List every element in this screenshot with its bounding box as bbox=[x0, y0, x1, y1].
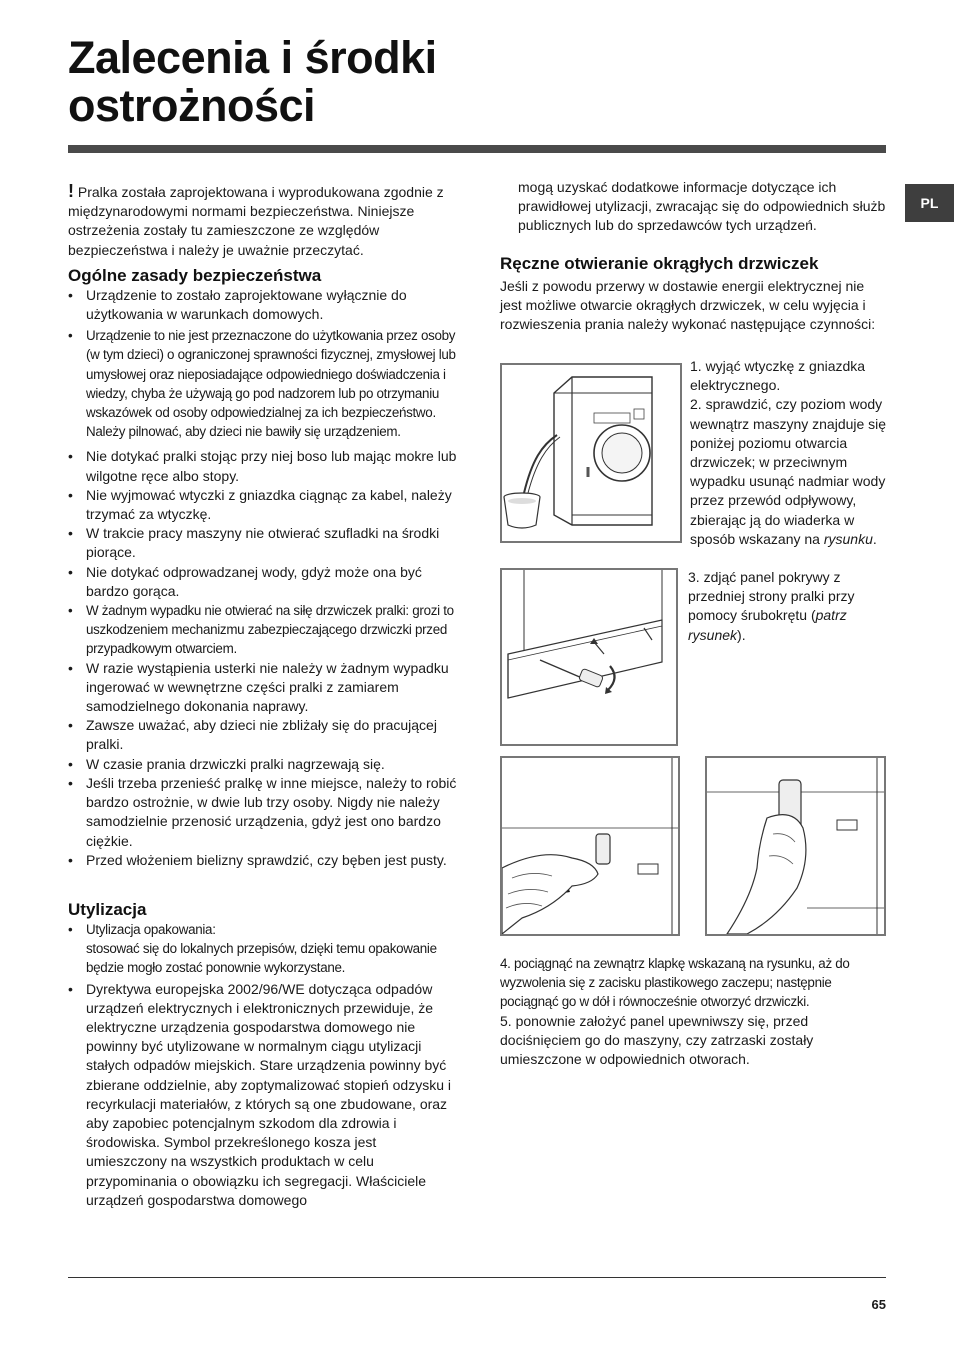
page-title bbox=[68, 34, 437, 130]
figure-remove-panel bbox=[500, 568, 678, 746]
figure-pull-latch bbox=[500, 756, 680, 936]
right-column bbox=[500, 178, 886, 334]
disposal-heading: Utylizacja bbox=[68, 899, 147, 919]
disposal-continuation: mogą uzyskać dodatkowe informacje dotyczące ich prawidłowej utylizacji, zwracając się do odpowiednich służb publicznych lub do sprzedawców tych urządzeń. bbox=[518, 179, 886, 234]
list-item bbox=[68, 920, 458, 978]
latch-detail-illustration bbox=[707, 758, 884, 934]
disposal-list bbox=[68, 920, 458, 1210]
steps-1-2 bbox=[690, 357, 888, 549]
step-5: 5. ponownie założyć panel upewniwszy się, przed dociśnięciem go do maszyny, czy zatrzaski zostały umieszczone w odpowiednich otworach. bbox=[500, 1012, 814, 1068]
list-item: • W trakcie pracy maszyny nie otwierać szufladki na środki piorące. bbox=[68, 524, 458, 562]
footer-rule bbox=[68, 1277, 886, 1278]
language-tab: PL bbox=[905, 184, 954, 222]
step-3: 3. zdjąć panel pokrywy z przedniej strony pralki przy pomocy śrubokrętu (patrz rysunek). bbox=[688, 569, 855, 643]
packaging-text: stosować się do lokalnych przepisów, dzięki temu opakowanie będzie mogło zostać ponownie wykorzystane. bbox=[86, 941, 437, 976]
pull-latch-illustration bbox=[502, 758, 678, 934]
step-1: 1. wyjąć wtyczkę z gniazdka elektrycznego. bbox=[690, 358, 866, 394]
washing-machine-drain-illustration bbox=[502, 365, 680, 541]
intro-paragraph bbox=[68, 182, 458, 260]
title-rule bbox=[68, 145, 886, 153]
left-column bbox=[68, 182, 458, 1210]
steps-4-5 bbox=[500, 954, 888, 1069]
list-item: • Nie wyjmować wtyczki z gniazdka ciągnąc za kabel, należy trzymać za wtyczkę. bbox=[68, 486, 458, 524]
list-item: • Jeśli trzeba przenieść pralkę w inne miejsce, należy to robić bardzo ostrożnie, w dwie lub trzy osoby. Nigdy nie należy samodzielnie przenosić urządzenia, gdyż jest ono bardzo ciężkie. bbox=[68, 774, 458, 851]
list-item: • W żadnym wypadku nie otwierać na siłę drzwiczek pralki: grozi to uszkodzeniem mechanizmu zabezpieczającego drzwiczki przed przypadkowym otwarciem. bbox=[68, 601, 458, 659]
list-item: • W razie wystąpienia usterki nie należy w żadnym wypadku ingerować w wewnętrzne części pralki z zamiarem samodzielnego dokonania naprawy. bbox=[68, 659, 458, 717]
figure-drain-water bbox=[500, 363, 682, 543]
warning-mark: ! bbox=[68, 181, 74, 201]
title-line-2: ostrożności bbox=[68, 80, 316, 131]
list-item: • Nie dotykać odprowadzanej wody, gdyż może ona być bardzo gorąca. bbox=[68, 563, 458, 601]
general-list-a bbox=[68, 286, 458, 442]
general-list-b bbox=[68, 447, 458, 869]
step-2: 2. sprawdzić, czy poziom wody wewnątrz maszyny znajduje się poniżej poziomu otwarcia drzwiczek; w przeciwnym wypadku usunąć nadmiar wody przez przewód odpływowy, zbierając ją do wiaderka w sposób wskazany na rysunku. bbox=[690, 396, 887, 547]
list-item: • Urządzenie to zostało zaprojektowane wyłącznie do użytkowania w warunkach domowych. bbox=[68, 286, 458, 324]
screwdriver-panel-illustration bbox=[502, 570, 676, 744]
list-item: • Dyrektywa europejska 2002/96/WE dotycząca odpadów urządzeń elektrycznych i elektronicznych przewiduje, że elektryczne urządzenia gospodarstwa domowego nie powinny być utylizowane w normalnym ciągu utylizacji stałych odpadów miejskich. Stare urządzenia powinny być zbierane oddzielnie, aby zoptymalizować stopień odzysku i recyrkulacji materiałów, z których są one zbudowane, oraz aby zapobiec potencjalnym szkodom dla zdrowia i środowiska. Symbol przekreślonego kosza jest umieszczony na wszystkich produktach w celu przypominania o obowiązku ich segregacji. Właściciele urządzeń gospodarstwa domowego bbox=[68, 980, 458, 1210]
title-line-1: Zalecenia i środki bbox=[68, 32, 437, 83]
general-safety-heading: Ogólne zasady bezpieczeństwa bbox=[68, 265, 322, 285]
list-item: • Urządzenie to nie jest przeznaczone do użytkowania przez osoby (w tym dzieci) o ograniczonej sprawności fizycznej, zmysłowej lub umysłowej oraz nieposiadające odpowiedniego doświadczenia i wiedzy, chyba że używają go pod nadzorem lub po otrzymaniu wskazówek od osoby odpowiedzialnej za ich bezpieczeństwo. Należy pilnować, aby dzieci nie bawiły się urządzeniem. bbox=[68, 326, 458, 441]
figure-latch-detail bbox=[705, 756, 886, 936]
list-item: • Zawsze uważać, aby dzieci nie zbliżały się do pracującej pralki. bbox=[68, 716, 458, 754]
list-item: • Przed włożeniem bielizny sprawdzić, czy bęben jest pusty. bbox=[68, 851, 458, 870]
list-item: • Nie dotykać pralki stojąc przy niej boso lub mając mokre lub wilgotne ręce albo stopy. bbox=[68, 447, 458, 485]
manual-door-heading: Ręczne otwieranie okrągłych drzwiczek bbox=[500, 253, 819, 273]
list-item: • W czasie prania drzwiczki pralki nagrzewają się. bbox=[68, 755, 458, 774]
step-4: 4. pociągnąć na zewnątrz klapkę wskazaną na rysunku, aż do wyzwolenia się z zacisku plastikowego zaczepu; następnie pociągnąć go w dół i równocześnie otworzyć drzwiczki. bbox=[500, 956, 850, 1010]
manual-intro: Jeśli z powodu przerwy w dostawie energii elektrycznej nie jest możliwe otwarcie okrągłych drzwiczek, w celu wyjęcia i rozwieszenia prania należy wykonać następujące czynności: bbox=[500, 277, 876, 333]
packaging-title: Utylizacja opakowania: bbox=[86, 921, 216, 937]
page-number: 65 bbox=[871, 1297, 886, 1312]
intro-text: Pralka została zaprojektowana i wyprodukowana zgodnie z międzynarodowymi normami bezpieczeństwa. Niniejsze ostrzeżenia zostały tu zamieszczone ze względów bezpieczeństwa i należy je uważnie przeczytać. bbox=[68, 184, 444, 258]
